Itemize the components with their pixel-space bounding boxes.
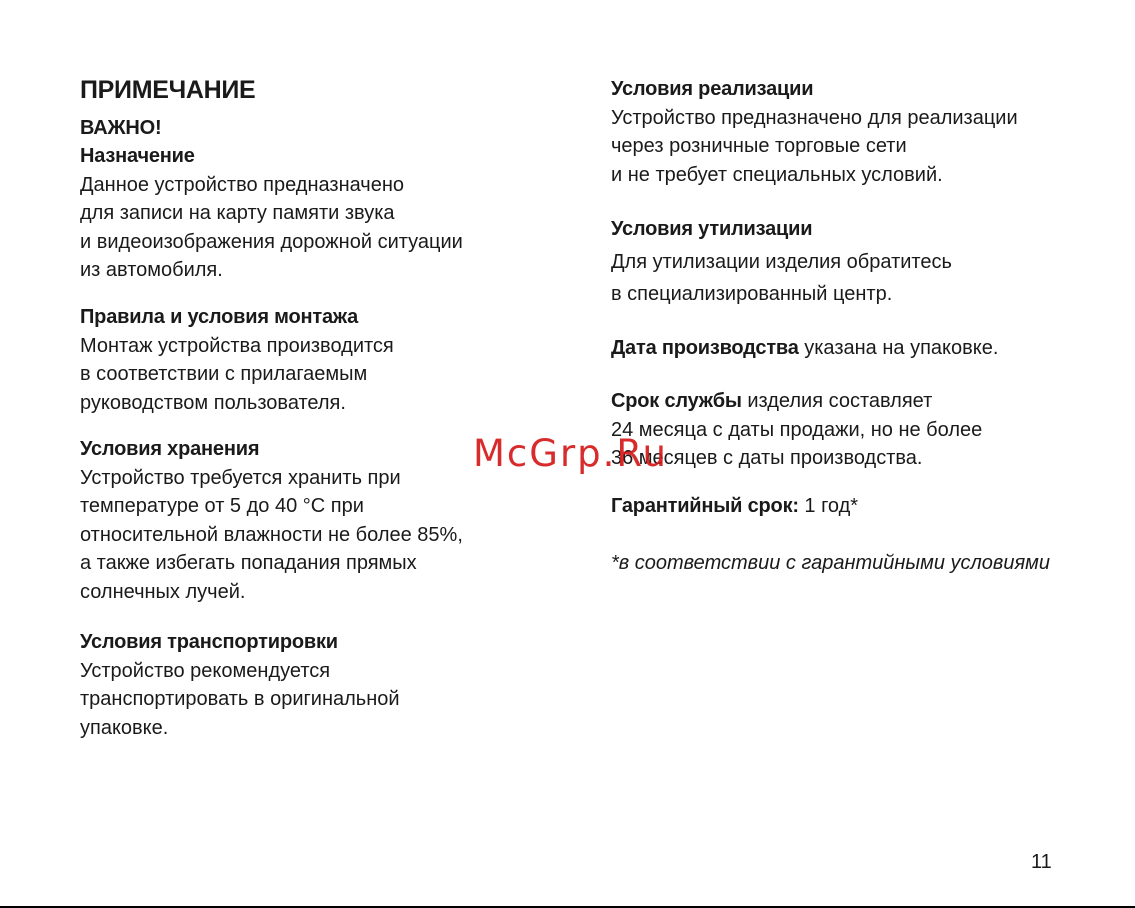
- warranty: [611, 492, 858, 521]
- service-life-text: изделия составляет: [741, 390, 933, 412]
- mounting-section: [80, 303, 394, 417]
- service-life-line: 36 месяцев с даты производства.: [611, 447, 923, 469]
- mounting-line: Монтаж устройства производится: [80, 334, 394, 357]
- disposal-section: [611, 215, 952, 309]
- page-number: 11: [1031, 851, 1052, 873]
- important-heading: ВАЖНО!: [80, 117, 162, 139]
- sale-line: Устройство предназначено для реализации: [611, 106, 1018, 129]
- purpose-line: и видеоизображения дорожной ситуации: [80, 230, 463, 253]
- mounting-heading: Правила и условия монтажа: [80, 306, 359, 328]
- transport-heading: Условия транспортировки: [80, 631, 338, 653]
- purpose-line: Данное устройство предназначено: [80, 173, 405, 196]
- storage-heading: Условия хранения: [80, 438, 260, 460]
- sale-section: [611, 75, 1018, 189]
- page-title: ПРИМЕЧАНИЕ: [80, 76, 256, 104]
- production-date-label: Дата производства: [611, 337, 799, 359]
- purpose-line: для записи на карту памяти звука: [80, 202, 395, 224]
- mounting-line: руководством пользователя.: [80, 391, 346, 414]
- storage-line: температуре от 5 до 40 °С при: [80, 495, 364, 517]
- storage-section: [80, 435, 463, 606]
- purpose-line: из автомобиля.: [80, 259, 223, 281]
- transport-line: упаковке.: [80, 716, 169, 739]
- service-life-first-line: [611, 387, 982, 416]
- mounting-line: в соответствии с прилагаемым: [80, 363, 368, 385]
- storage-line: а также избегать попадания прямых: [80, 552, 417, 574]
- service-life-line: 24 месяца с даты продажи, но не более: [611, 418, 983, 441]
- warranty-label: Гарантийный срок:: [611, 495, 799, 517]
- important-label: [80, 114, 161, 143]
- disposal-line: Для утилизации изделия обратитесь: [611, 250, 952, 273]
- storage-line: солнечных лучей.: [80, 580, 246, 603]
- purpose-heading: Назначение: [80, 145, 195, 167]
- sale-line: через розничные торговые сети: [611, 135, 907, 157]
- storage-line: Устройство требуется хранить при: [80, 466, 401, 489]
- storage-line: относительной влажности не более 85%,: [80, 523, 463, 546]
- purpose-section: [80, 142, 463, 285]
- service-life-label: Срок службы: [611, 390, 742, 412]
- transport-line: транспортировать в оригинальной: [80, 688, 400, 710]
- disposal-line: в специализированный центр.: [611, 283, 893, 305]
- production-date-text: указана на упаковке.: [798, 337, 999, 359]
- transport-line: Устройство рекомендуется: [80, 659, 331, 682]
- transport-section: [80, 628, 400, 742]
- sale-heading: Условия реализации: [611, 78, 814, 100]
- disposal-heading: Условия утилизации: [611, 218, 813, 240]
- sale-line: и не требует специальных условий.: [611, 163, 943, 186]
- warranty-value: 1 год*: [798, 495, 859, 517]
- warranty-footnote: *в соответствии с гарантийными условиями: [611, 552, 1050, 574]
- watermark: McGrp.Ru: [473, 432, 668, 475]
- production-date: [611, 334, 998, 363]
